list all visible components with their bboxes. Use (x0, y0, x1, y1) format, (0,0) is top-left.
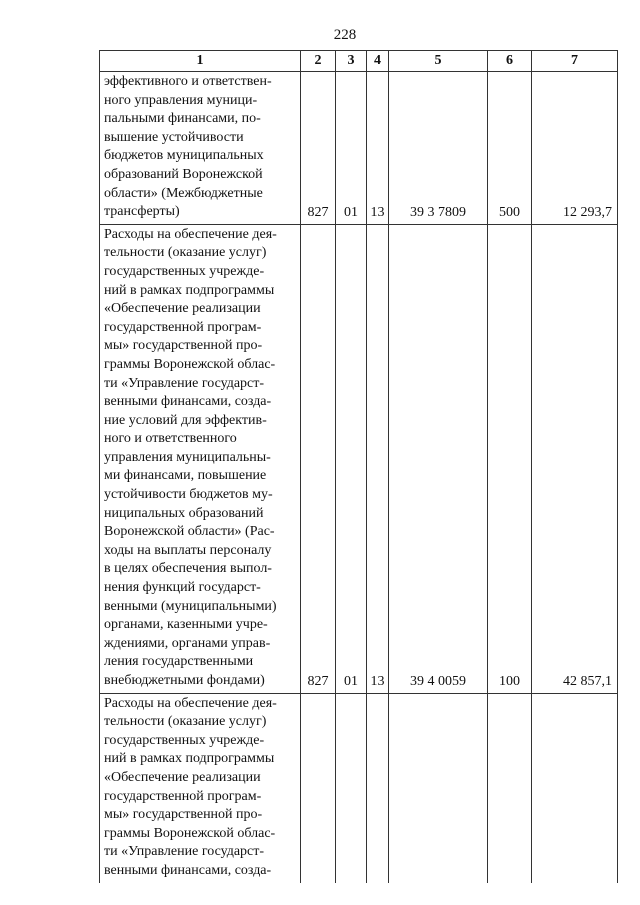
budget-table (99, 50, 618, 883)
header-col-4: 4 (367, 51, 389, 72)
row-expense-type-code: 500 (488, 72, 532, 225)
table-row (100, 72, 618, 225)
row-amount: 12 293,7 (532, 72, 618, 225)
row-subsection-code: 13 (367, 72, 389, 225)
row-subsection-code (367, 693, 389, 882)
header-col-6: 6 (488, 51, 532, 72)
page-number: 228 (333, 27, 357, 43)
header-col-1: 1 (100, 51, 301, 72)
table-row (100, 693, 618, 882)
header-col-3: 3 (336, 51, 367, 72)
row-description: Расходы на обеспечение дея- тельности (оказание услуг) государственных учрежде- ний в рамках подпрограммы «Обеспечение реализации государственной програм- мы» государственной про- граммы Воронежской облас- ти «Управление государст- венными финансами, созда- ние условий для эффектив- ного и ответственного управления муниципальны- ми финансами, повышение устойчивости бюджетов му- ниципальных образований Воронежской области» (Рас- ходы на выплаты персоналу в целях обеспечения выпол- нения функций государст- венными (муниципальными) органами, казенными учре- ждениями, органами управ- ления государственными внебюджетными фондами) (100, 224, 301, 693)
row-section-code: 01 (336, 224, 367, 693)
row-expense-type-code (488, 693, 532, 882)
row-amount (532, 693, 618, 882)
row-target-article-code (389, 693, 488, 882)
table-row (100, 224, 618, 693)
row-description: Расходы на обеспечение дея- тельности (оказание услуг) государственных учрежде- ний в рамках подпрограммы «Обеспечение реализации государственной програм- мы» государственной про- граммы Воронежской облас- ти «Управление государст- венными финансами, созда- (100, 693, 301, 882)
row-section-code: 01 (336, 72, 367, 225)
row-section-code (336, 693, 367, 882)
row-grbs-code: 827 (301, 72, 336, 225)
row-amount: 42 857,1 (532, 224, 618, 693)
row-grbs-code (301, 693, 336, 882)
header-col-2: 2 (301, 51, 336, 72)
row-target-article-code: 39 3 7809 (389, 72, 488, 225)
header-col-7: 7 (532, 51, 618, 72)
table-header-row (100, 51, 618, 72)
row-subsection-code: 13 (367, 224, 389, 693)
header-col-5: 5 (389, 51, 488, 72)
row-expense-type-code: 100 (488, 224, 532, 693)
row-grbs-code: 827 (301, 224, 336, 693)
row-target-article-code: 39 4 0059 (389, 224, 488, 693)
row-description: эффективного и ответствен- ного управления муници- пальными финансами, по- вышение устойчивости бюджетов муниципальных образований Воронежской области» (Межбюджетные трансферты) (100, 72, 301, 225)
